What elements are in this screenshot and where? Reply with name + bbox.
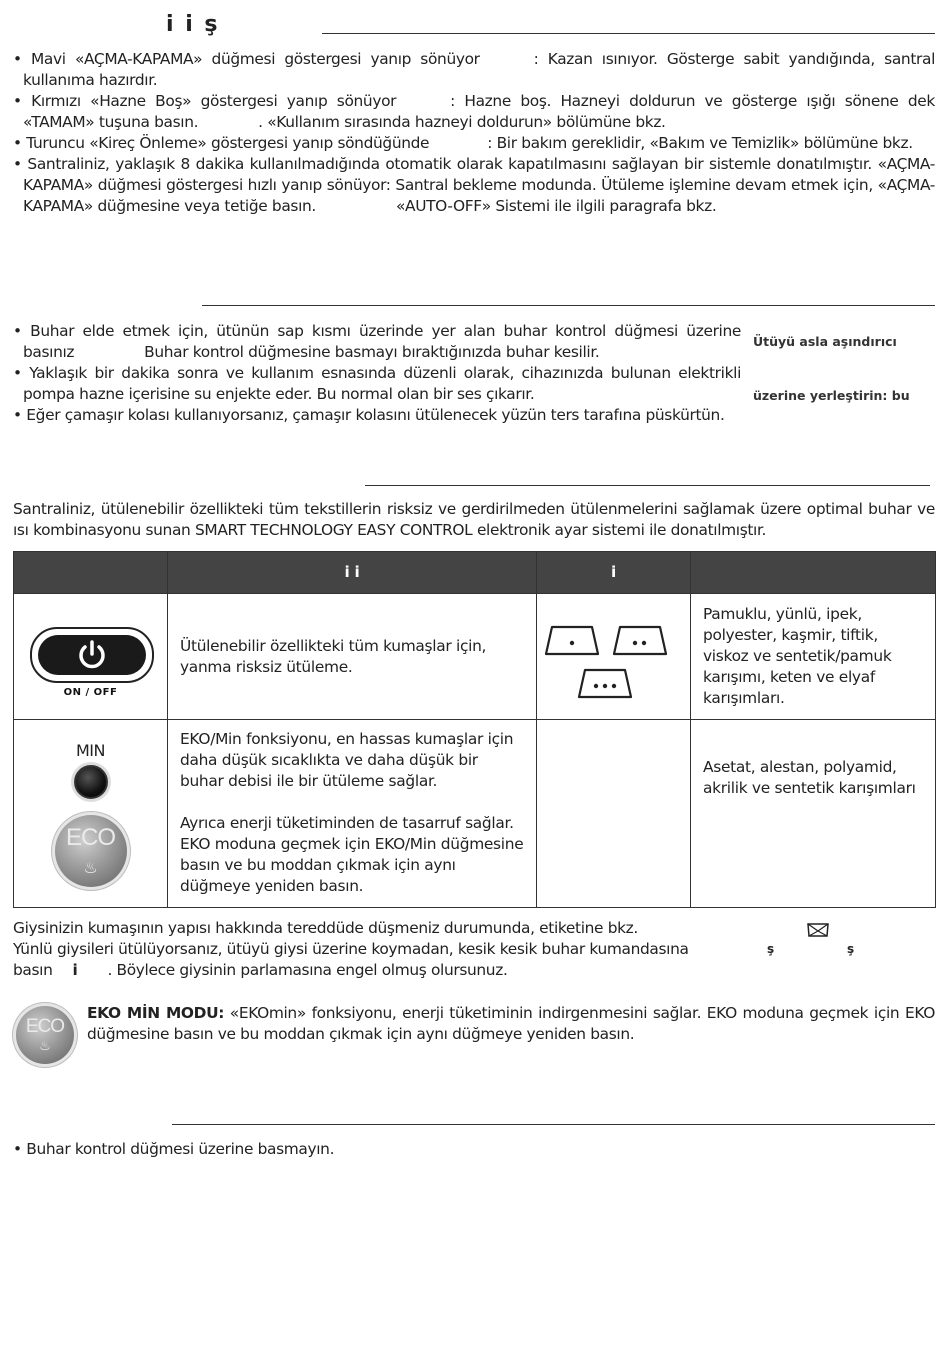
list-item: • Buhar kontrol düğmesi üzerine basmayın. <box>13 1139 935 1160</box>
temperature-symbol-cell <box>537 594 691 720</box>
fabric-note <box>13 918 935 981</box>
side-warning-line1: Ütüyü asla aşındırıcı <box>753 334 897 349</box>
settings-intro: Santraliniz, ütülenebilir özellikteki tüm tekstillerin risksiz ve gerdirilmeden ütülenmelerini sağlamak üzere optimal buhar ve ısı kombinasyonu sunan SMART TECHNOLOGY EASY CONTROL elektronik ayar sistemi ile donatılmıştır. <box>13 500 935 539</box>
eco-mode-text: EKO MİN MODU: «EKOmin» fonksiyonu, enerji tüketiminin indirgenmesini sağlar. EKO moduna geçmek için EKO düğmesine basın ve bu moddan çıkmak için aynı düğmeye yeniden basın. <box>87 1004 936 1043</box>
steam-icon: ♨ <box>39 1039 51 1054</box>
eco-button <box>55 815 127 887</box>
description-cell <box>168 720 537 908</box>
list-item: • Buhar elde etmek için, ütünün sap kısmı üzerinde yer alan buhar kontrol düğmesi üzerine basınız Buhar kontrol düğmesine basmayı bıraktığınızda buhar kesilir. <box>13 321 741 363</box>
on-off-label: ON / OFF <box>63 686 118 698</box>
fabric-cell: Pamuklu, yünlü, ipek, polyester, kaşmir, tiftik, viskoz ve sentetik/pamuk karışımı, keten ve elyaf karışımları. <box>691 594 936 720</box>
indicator-list <box>13 49 935 217</box>
section-divider <box>365 485 930 486</box>
power-icon <box>74 637 110 673</box>
ironing-label-icon <box>807 923 829 937</box>
section-title: i i ş <box>166 12 220 37</box>
table-header-cell <box>14 552 168 594</box>
note-line: Yünlü giysileri ütülüyorsanız, ütüyü giysi üzerine koymadan, kesik kesik buhar kumandasına ş ş <box>13 940 854 958</box>
section-divider <box>172 1124 935 1125</box>
table-header-row <box>14 552 936 594</box>
iron-temperature-icons <box>538 612 690 702</box>
button-cell <box>14 594 168 720</box>
list-item: • Santraliniz, yaklaşık 8 dakika kullanılmadığında otomatik olarak kapatılmasını sağlayan bir sistemle donatılmıştır. «AÇMA-KAPAMA» düğmesi göstergesi hızlı yanıp sönüyor: Santral bekleme modunda. Ütüleme işlemine devam etmek için, «AÇMA-KAPAMA» düğmesine veya tetiğe basın. «AUTO-OFF» Sistemi ile ilgili paragrafa bkz. <box>13 154 935 217</box>
button-cell <box>14 720 168 908</box>
list-item: • Mavi «AÇMA-KAPAMA» düğmesi göstergesi yanıp sönüyor : Kazan ısınıyor. Gösterge sabit yandığında, santral kullanıma hazırdır. <box>13 49 935 91</box>
settings-table <box>13 551 936 908</box>
section-divider <box>322 33 935 34</box>
steam-list <box>13 321 741 426</box>
eco-mode-title: EKO MİN MODU: <box>87 1004 225 1022</box>
eco-mode-icon <box>16 1006 74 1064</box>
table-header-cell: i i <box>168 552 537 594</box>
table-header-cell <box>691 552 936 594</box>
list-item: • Eğer çamaşır kolası kullanıyorsanız, çamaşır kolasını ütülenecek yüzün ters tarafına püskürtün. <box>13 405 741 426</box>
min-indicator-light <box>74 765 108 799</box>
table-row <box>14 594 936 720</box>
dry-list <box>13 1139 935 1160</box>
list-item: • Kırmızı «Hazne Boş» göstergesi yanıp sönüyor : Hazne boş. Hazneyi doldurun ve gösterge ışığı sönene dek «TAMAM» tuşuna basın. . «Kullanım sırasında hazneyi doldurun» bölümüne bkz. <box>13 91 935 133</box>
note-line: basın i . Böylece giysinin parlamasına engel olmuş olursunuz. <box>13 961 508 979</box>
eco-label: ECO <box>65 824 115 851</box>
eco-description-1: EKO/Min fonksiyonu, en hassas kumaşlar için daha düşük sıcaklıkta ve daha düşük bir buhar debisi ile bir ütüleme sağlar. <box>180 730 514 790</box>
steam-icon: ♨ <box>83 858 98 877</box>
fabric-cell: Asetat, alestan, polyamid, akrilik ve sentetik karışımları <box>691 720 936 908</box>
list-item: • Yaklaşık bir dakika sonra ve kullanım esnasında düzenli olarak, cihazınızda bulunan elektrikli pompa hazne içerisine su enjekte eder. Bu normal olan bir ses çıkarır. <box>13 363 741 405</box>
min-label: MIN <box>76 741 105 760</box>
eco-icon-label: ECO <box>25 1016 65 1037</box>
on-off-button <box>30 627 152 698</box>
description-cell: Ütülenebilir özellikteki tüm kumaşlar için, yanma risksiz ütüleme. <box>168 594 537 720</box>
table-row <box>14 720 936 908</box>
list-item: • Turuncu «Kireç Önleme» göstergesi yanıp söndüğünde : Bir bakım gereklidir, «Bakım ve Temizlik» bölümüne bkz. <box>13 133 935 154</box>
table-header-cell: i <box>537 552 691 594</box>
eco-description-2: Ayrıca enerji tüketiminden de tasarruf sağlar. EKO moduna geçmek için EKO/Min düğmesine basın ve bu moddan çıkmak için aynı düğmeye yeniden basın. <box>180 814 524 895</box>
temperature-symbol-cell <box>537 720 691 908</box>
section-divider <box>202 305 935 306</box>
note-line: Giysinizin kumaşının yapısı hakkında tereddüde düşmeniz durumunda, etiketine bkz. <box>13 918 935 939</box>
side-warning-line2: üzerine yerleştirin: bu <box>753 388 910 403</box>
